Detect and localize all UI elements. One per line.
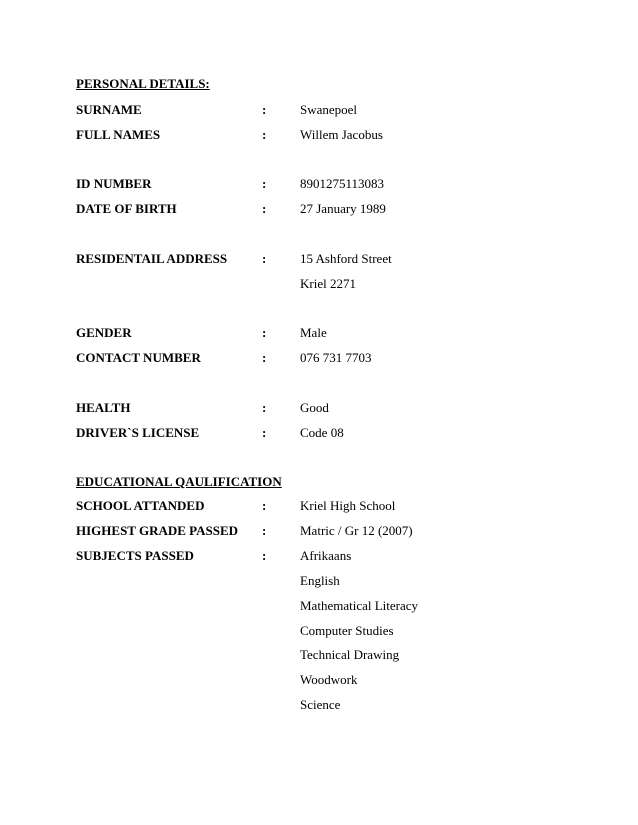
colon: : [262, 498, 267, 513]
health-value: Good [300, 400, 329, 415]
subject-item: Science [300, 697, 341, 712]
gender-value: Male [300, 325, 327, 340]
contact-number-label: CONTACT NUMBER [76, 350, 201, 365]
id-number-label: ID NUMBER [76, 176, 152, 191]
subject-item: Woodwork [300, 672, 358, 687]
drivers-license-value: Code 08 [300, 425, 344, 440]
colon: : [262, 400, 267, 415]
personal-details-heading: PERSONAL DETAILS: [76, 76, 210, 91]
colon: : [262, 350, 267, 365]
health-label: HEALTH [76, 400, 131, 415]
subject-item: English [300, 573, 340, 588]
address-line-2: Kriel 2271 [300, 276, 356, 291]
colon: : [262, 548, 267, 563]
full-names-value: Willem Jacobus [300, 127, 383, 142]
subjects-passed-label: SUBJECTS PASSED [76, 548, 194, 563]
colon: : [262, 102, 267, 117]
colon: : [262, 523, 267, 538]
full-names-label: FULL NAMES [76, 127, 161, 142]
subject-item: Computer Studies [300, 623, 394, 638]
surname-value: Swanepoel [300, 102, 358, 117]
subject-item: Mathematical Literacy [300, 598, 419, 613]
gender-label: GENDER [76, 325, 132, 340]
colon: : [262, 325, 267, 340]
colon: : [262, 127, 267, 142]
date-of-birth-value: 27 January 1989 [300, 201, 386, 216]
highest-grade-label: HIGHEST GRADE PASSED [76, 523, 239, 538]
id-number-value: 8901275113083 [300, 176, 385, 191]
subject-item: Afrikaans [300, 548, 352, 563]
colon: : [262, 251, 267, 266]
address-label: RESIDENTAIL ADDRESS [76, 251, 228, 266]
surname-label: SURNAME [76, 102, 142, 117]
drivers-license-label: DRIVER`S LICENSE [76, 425, 200, 440]
school-attended-label: SCHOOL ATTANDED [76, 498, 205, 513]
address-line-1: 15 Ashford Street [300, 251, 392, 266]
colon: : [262, 176, 267, 191]
contact-number-value: 076 731 7703 [300, 350, 372, 365]
colon: : [262, 201, 267, 216]
school-attended-value: Kriel High School [300, 498, 396, 513]
date-of-birth-label: DATE OF BIRTH [76, 201, 177, 216]
highest-grade-value: Matric / Gr 12 (2007) [300, 523, 413, 538]
colon: : [262, 425, 267, 440]
education-heading: EDUCATIONAL QAULIFICATION [76, 474, 282, 489]
subject-item: Technical Drawing [300, 647, 400, 662]
